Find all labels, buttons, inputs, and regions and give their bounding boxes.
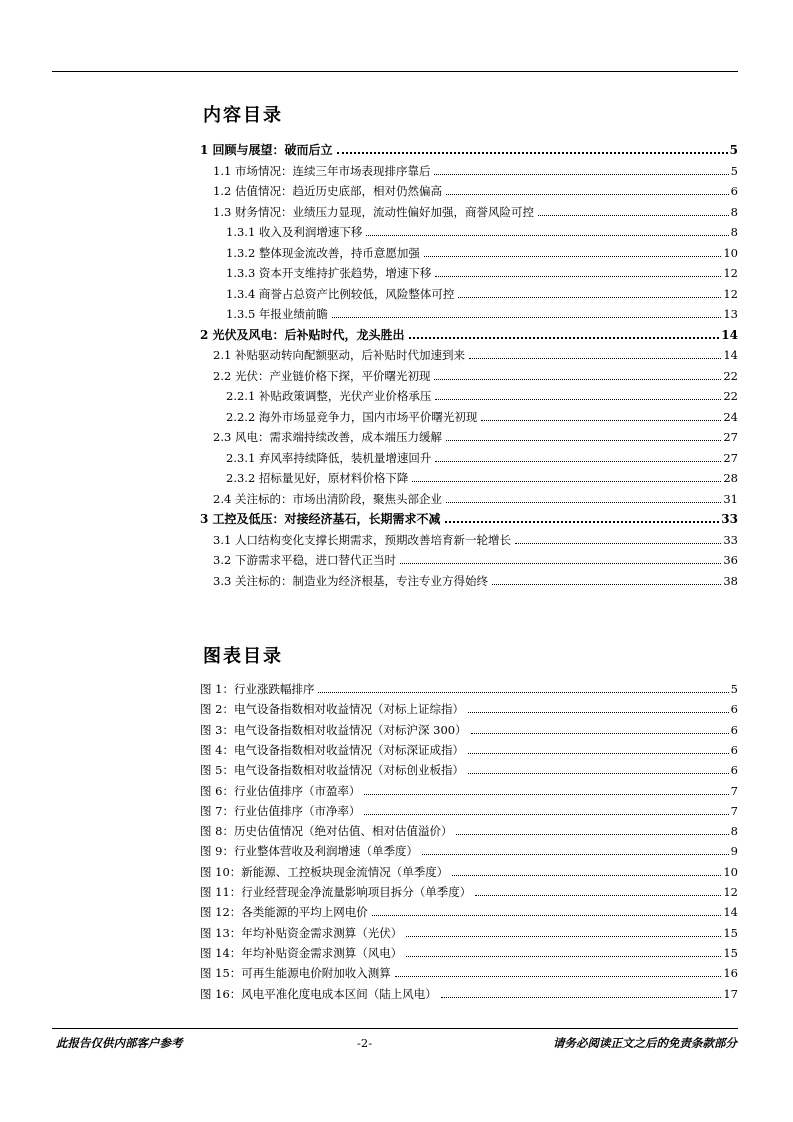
- figure-entry-page: 15: [723, 925, 738, 940]
- figure-entry[interactable]: [200, 842, 738, 858]
- toc-entry-page: 28: [723, 471, 738, 485]
- figure-entry-page: 12: [723, 885, 738, 899]
- toc-entry-page: 5: [730, 163, 738, 178]
- toc-entry[interactable]: [200, 510, 738, 526]
- figure-entry[interactable]: [200, 721, 738, 737]
- figure-entry[interactable]: [200, 822, 738, 838]
- toc-entry-label: 2.2 光伏：产业链价格下探，平价曙光初现: [213, 368, 431, 383]
- leader-dots: [406, 935, 721, 937]
- leader-dots: [515, 542, 721, 544]
- toc-entry-page: 22: [723, 389, 738, 403]
- figure-entry-label: 图 4：电气设备指数相对收益情况（对标深证成指）: [200, 742, 464, 757]
- toc-entry[interactable]: [226, 449, 738, 465]
- toc-entry-page: 33: [721, 512, 738, 526]
- leader-dots: [538, 214, 729, 216]
- figure-entry[interactable]: [200, 964, 738, 980]
- toc-entry-label: 2.3.2 招标量见好，原材料价格下降: [226, 471, 409, 485]
- footer-disclaimer-right: 请务必阅读正文之后的免责条款部分: [553, 1036, 737, 1050]
- figure-entry-page: 7: [730, 803, 738, 818]
- figure-entry[interactable]: [200, 761, 738, 777]
- toc-entry-page: 31: [723, 491, 738, 506]
- leader-dots: [318, 691, 728, 693]
- figure-entry-page: 7: [730, 783, 738, 798]
- figure-entry-label: 图 8：历史估值情况（绝对估值、相对估值溢价）: [200, 824, 453, 839]
- figure-entry[interactable]: [200, 863, 738, 879]
- leader-dots: [424, 255, 721, 257]
- toc-title: 内容目录: [203, 105, 283, 126]
- figure-entry[interactable]: [200, 924, 738, 940]
- leader-dots: [469, 357, 721, 359]
- page-number: -2-: [357, 1036, 373, 1050]
- leader-dots: [412, 480, 721, 482]
- toc-entry[interactable]: [213, 182, 738, 198]
- leader-dots: [468, 752, 729, 754]
- toc-entry[interactable]: [213, 367, 738, 383]
- leader-dots: [434, 173, 728, 175]
- toc-entry-page: 24: [723, 409, 738, 424]
- leader-dots: [422, 853, 729, 855]
- leader-dots: [435, 460, 721, 462]
- toc-entry[interactable]: [226, 387, 738, 403]
- toc-entry[interactable]: [200, 141, 738, 157]
- leader-dots: [452, 874, 721, 876]
- toc-entry[interactable]: [213, 203, 738, 219]
- figure-entry-label: 图 2：电气设备指数相对收益情况（对标上证综指）: [200, 702, 464, 717]
- figure-entry[interactable]: [200, 782, 738, 798]
- toc-entry-page: 5: [729, 143, 738, 157]
- figure-entry-page: 8: [730, 824, 738, 839]
- figure-entry[interactable]: [200, 802, 738, 818]
- figure-entry-label: 图 5：电气设备指数相对收益情况（对标创业板指）: [200, 763, 464, 778]
- leader-dots: [435, 275, 721, 277]
- toc-entry-page: 12: [723, 266, 738, 280]
- leader-dots: [366, 234, 728, 236]
- figure-entry-label: 图 1：行业涨跌幅排序: [200, 682, 315, 696]
- figure-entry-page: 6: [730, 742, 738, 757]
- leader-dots: [492, 583, 721, 585]
- toc-entry-label: 1.3.1 收入及利润增速下移: [226, 225, 363, 239]
- figure-entry-label: 图 10：新能源、工控板块现金流情况（单季度）: [200, 864, 449, 879]
- header-rule: [52, 71, 738, 72]
- toc-entry[interactable]: [213, 490, 738, 506]
- toc-entry-label: 2.2.2 海外市场显竞争力，国内市场平价曙光初现: [226, 409, 478, 424]
- leader-dots: [458, 296, 721, 298]
- leader-dots: [409, 336, 720, 339]
- toc-entry-label: 1.3.4 商誉占总资产比例较低，风险整体可控: [226, 286, 455, 301]
- toc-entry[interactable]: [226, 408, 738, 424]
- leader-dots: [364, 793, 728, 795]
- leader-dots: [468, 772, 729, 774]
- figure-entry-page: 10: [723, 864, 738, 879]
- toc-entry[interactable]: [226, 305, 738, 321]
- leader-dots: [446, 439, 721, 441]
- toc-entry-page: 27: [723, 430, 738, 444]
- toc-entry-page: 22: [723, 368, 738, 383]
- figure-entry-label: 图 12：各类能源的平均上网电价: [200, 905, 368, 920]
- figure-entry-label: 图 16：风电平准化度电成本区间（陆上风电）: [200, 986, 437, 1001]
- figure-entry[interactable]: [200, 741, 738, 757]
- toc-entry-page: 14: [723, 348, 738, 362]
- toc-entry[interactable]: [200, 326, 738, 342]
- figure-entry[interactable]: [200, 903, 738, 919]
- figure-entry-page: 6: [730, 763, 738, 778]
- toc-entry-label: 1.1 市场情况：连续三年市场表现排序靠后: [213, 163, 431, 178]
- leader-dots: [468, 711, 729, 713]
- figure-entry-label: 图 6：行业估值排序（市盈率）: [200, 783, 361, 798]
- footer-disclaimer-left: 此报告仅供内部客户参考: [56, 1036, 183, 1050]
- toc-entry-label: 1.3 财务情况：业绩压力显现，流动性偏好加强，商誉风险可控: [213, 204, 534, 219]
- toc-entry-label: 2.2.1 补贴政策调整，光伏产业价格承压: [226, 389, 432, 403]
- leader-dots: [337, 151, 728, 154]
- toc-entry-page: 12: [723, 286, 738, 301]
- leader-dots: [446, 501, 721, 503]
- toc-entry-page: 10: [723, 245, 738, 260]
- toc-entry-label: 1.2 估值情况：趋近历史底部，相对仍然偏高: [213, 184, 442, 198]
- leader-dots: [332, 316, 721, 318]
- toc-entry[interactable]: [213, 551, 738, 567]
- figure-entry[interactable]: [200, 883, 738, 899]
- leader-dots: [395, 975, 722, 977]
- figure-entry-label: 图 15：可再生能源电价附加收入测算: [200, 966, 391, 981]
- toc-entry-label: 3.1 人口结构变化支撑长期需求，预期改善培育新一轮增长: [213, 532, 511, 547]
- toc-entry[interactable]: [213, 531, 738, 547]
- toc-entry-page: 8: [730, 204, 738, 219]
- leader-dots: [400, 562, 721, 564]
- figure-entry[interactable]: [200, 680, 738, 696]
- toc-entry[interactable]: [213, 162, 738, 178]
- leader-dots: [475, 894, 721, 896]
- figure-entry-label: 图 11：行业经营现金净流量影响项目拆分（单季度）: [200, 885, 472, 899]
- figure-entry[interactable]: [200, 985, 738, 1001]
- leader-dots: [406, 955, 721, 957]
- figure-entry-label: 图 13：年均补贴资金需求测算（光伏）: [200, 925, 403, 940]
- toc-entry-label: 3 工控及低压：对接经济基石，长期需求不减: [200, 512, 441, 526]
- toc-entry-page: 8: [730, 225, 738, 239]
- figure-entry-page: 5: [730, 682, 738, 696]
- toc-entry[interactable]: [226, 223, 738, 239]
- toc-entry[interactable]: [226, 285, 738, 301]
- leader-dots: [435, 398, 721, 400]
- figure-entry-page: 9: [730, 844, 738, 859]
- figure-entry-page: 6: [730, 722, 738, 737]
- footer-rule: [52, 1028, 738, 1029]
- figure-list-title: 图表目录: [203, 646, 283, 667]
- toc-entry[interactable]: [213, 572, 738, 588]
- figure-entry-label: 图 14：年均补贴资金需求测算（风电）: [200, 945, 403, 960]
- toc-entry-page: 13: [723, 307, 738, 321]
- toc-entry-label: 1.3.5 年报业绩前瞻: [226, 307, 328, 321]
- figure-entry-page: 6: [730, 702, 738, 717]
- toc-entry-label: 1 回顾与展望：破而后立: [200, 143, 333, 157]
- figure-entry-label: 图 9：行业整体营收及利润增速（单季度）: [200, 844, 418, 859]
- figure-entry-page: 15: [723, 945, 738, 960]
- toc-entry[interactable]: [213, 346, 738, 362]
- toc-entry-page: 38: [723, 573, 738, 588]
- figure-entry-page: 14: [723, 905, 738, 920]
- figure-entry-label: 图 7：行业估值排序（市净率）: [200, 803, 361, 818]
- toc-entry-label: 2 光伏及风电：后补贴时代，龙头胜出: [200, 327, 405, 342]
- leader-dots: [434, 378, 721, 380]
- toc-entry-page: 27: [723, 450, 738, 465]
- leader-dots: [456, 833, 728, 835]
- toc-entry-page: 6: [730, 184, 738, 198]
- toc-entry-page: 14: [721, 327, 738, 342]
- figure-entry[interactable]: [200, 700, 738, 716]
- toc-entry-page: 36: [723, 553, 738, 567]
- leader-dots: [364, 813, 728, 815]
- figure-entry-page: 17: [723, 986, 738, 1001]
- leader-dots: [471, 732, 729, 734]
- figure-entry-label: 图 3：电气设备指数相对收益情况（对标沪深 300）: [200, 722, 467, 737]
- leader-dots: [372, 914, 722, 916]
- leader-dots: [481, 419, 721, 421]
- toc-entry[interactable]: [226, 469, 738, 485]
- toc-entry-label: 1.3.3 资本开支维持扩张趋势，增速下移: [226, 266, 432, 280]
- toc-entry-label: 1.3.2 整体现金流改善，持币意愿加强: [226, 245, 420, 260]
- figure-entry-page: 16: [723, 966, 738, 981]
- toc-entry[interactable]: [213, 428, 738, 444]
- leader-dots: [441, 996, 722, 998]
- toc-entry-label: 2.3.1 弃风率持续降低，装机量增速回升: [226, 450, 432, 465]
- toc-entry-label: 2.1 补贴驱动转向配额驱动，后补贴时代加速到来: [213, 348, 465, 362]
- toc-entry-page: 33: [723, 532, 738, 547]
- toc-entry[interactable]: [226, 244, 738, 260]
- toc-entry[interactable]: [226, 264, 738, 280]
- toc-entry-label: 2.3 风电：需求端持续改善，成本端压力缓解: [213, 430, 442, 444]
- toc-entry-label: 3.2 下游需求平稳，进口替代正当时: [213, 553, 396, 567]
- toc-entry-label: 2.4 关注标的：市场出清阶段，聚焦头部企业: [213, 491, 442, 506]
- leader-dots: [445, 520, 720, 523]
- figure-entry[interactable]: [200, 944, 738, 960]
- leader-dots: [446, 193, 729, 195]
- toc-entry-label: 3.3 关注标的：制造业为经济根基，专注专业方得始终: [213, 573, 488, 588]
